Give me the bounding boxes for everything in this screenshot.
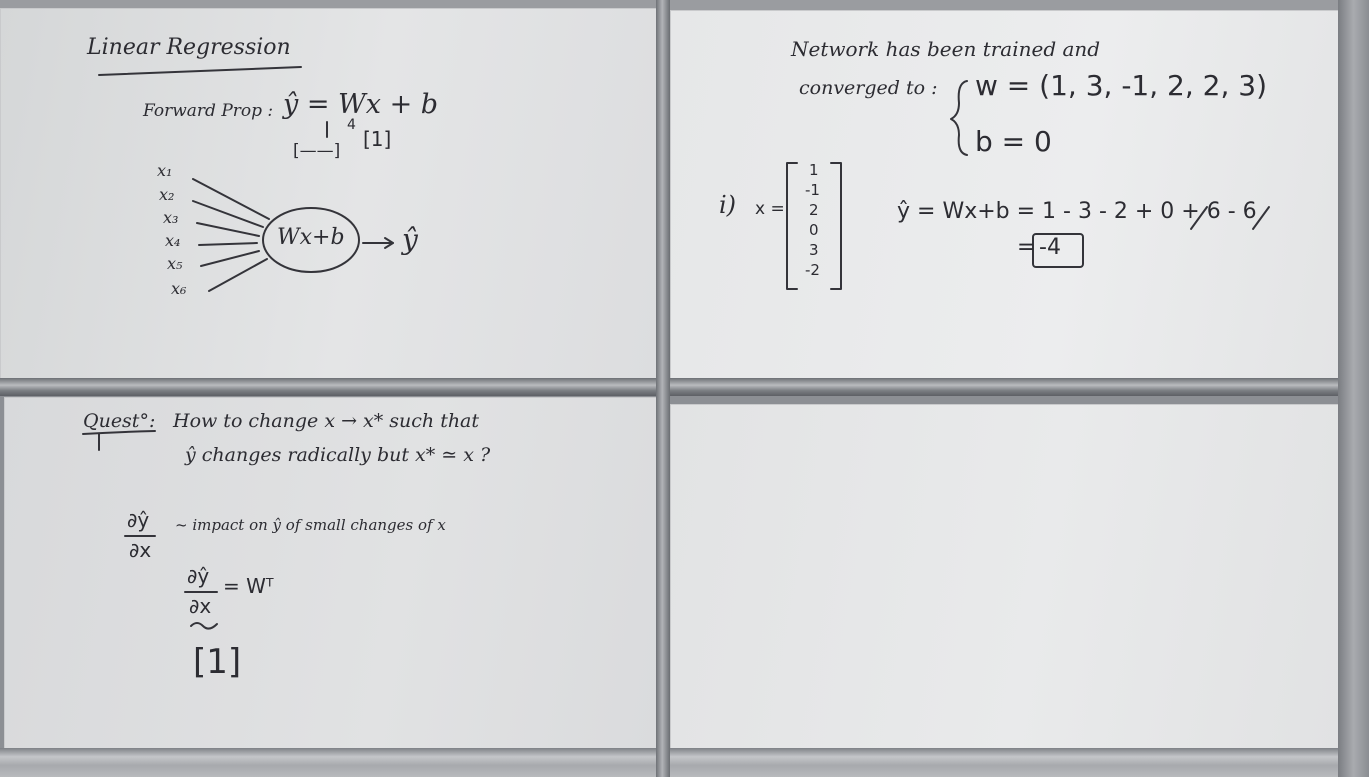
dim-four: 4 <box>347 117 356 133</box>
partial-numerator: ∂ŷ <box>127 508 150 532</box>
output-yhat: ŷ <box>402 223 418 256</box>
vector-bracket-left <box>787 163 797 289</box>
partial-description: ~ impact on ŷ of small changes of x <box>175 516 446 534</box>
x-vector-entry-3: 2 <box>809 201 819 219</box>
vector-bracket-right <box>831 163 841 289</box>
board-right-post <box>1338 0 1369 777</box>
neuron-label: Wx+b <box>277 225 345 250</box>
arrow-x2 <box>193 201 263 227</box>
partial-denominator: ∂x <box>129 538 152 562</box>
yhat-equals-sign: = <box>1017 235 1036 260</box>
title-linear-regression: Linear Regression <box>87 35 291 60</box>
x-vector-entry-6: -2 <box>805 261 820 279</box>
grad-numerator: ∂ŷ <box>187 564 210 588</box>
arrow-x4 <box>199 243 257 245</box>
input-x5: x₅ <box>167 254 183 273</box>
title-underline <box>99 67 301 75</box>
input-x6: x₆ <box>171 279 187 298</box>
shape-b: [1] <box>363 127 392 151</box>
arrow-x3 <box>197 223 259 236</box>
input-x3: x₃ <box>163 208 179 227</box>
item-i-label: i) <box>719 191 737 219</box>
arrow-x1 <box>193 179 269 219</box>
shape-column: [1] <box>193 642 242 682</box>
x-vector-entry-2: -1 <box>805 181 820 199</box>
x-vector-entry-1: 1 <box>809 161 819 179</box>
forward-prop-equation: ŷ = Wx + b <box>283 89 439 120</box>
input-x2: x₂ <box>159 185 175 204</box>
board-rail-middle <box>0 378 1369 396</box>
shape-w: [——] <box>293 141 341 161</box>
question-line-2: ŷ changes radically but x* ≃ x ? <box>185 444 491 466</box>
trained-line-2: converged to : <box>799 77 938 99</box>
x-label: x = <box>755 199 785 219</box>
whiteboard-bottom-left <box>4 397 658 749</box>
board-divider-post <box>656 0 670 777</box>
w-value: w = (1, 3, -1, 2, 2, 3) <box>975 69 1268 102</box>
trained-line-1: Network has been trained and <box>791 37 1101 61</box>
forward-prop-label: Forward Prop : <box>143 101 274 121</box>
input-x4: x₄ <box>165 231 181 250</box>
whiteboard-top-left <box>0 8 657 380</box>
grad-rhs: = Wᵀ <box>223 574 274 598</box>
input-x1: x₁ <box>157 161 173 180</box>
system-brace <box>951 81 967 155</box>
yhat-equation: ŷ = Wx+b = 1 - 3 - 2 + 0 + 6 - 6 <box>897 199 1257 224</box>
board-top-left-strokes <box>1 9 656 379</box>
arrow-x5 <box>201 251 259 266</box>
board-rail-bottom <box>0 748 1369 777</box>
x-vector-entry-5: 3 <box>809 241 819 259</box>
arrow-x6 <box>209 259 267 291</box>
tilde-approx <box>191 623 217 629</box>
whiteboard-bottom-right <box>670 404 1340 749</box>
whiteboard-top-right <box>670 10 1340 389</box>
quest-label: Quest°: <box>83 410 156 432</box>
question-line-1: How to change x → x* such that <box>173 410 480 432</box>
b-value: b = 0 <box>975 125 1052 158</box>
x-vector-entry-4: 0 <box>809 221 819 239</box>
grad-denominator: ∂x <box>189 594 212 618</box>
yhat-result: -4 <box>1039 235 1061 260</box>
